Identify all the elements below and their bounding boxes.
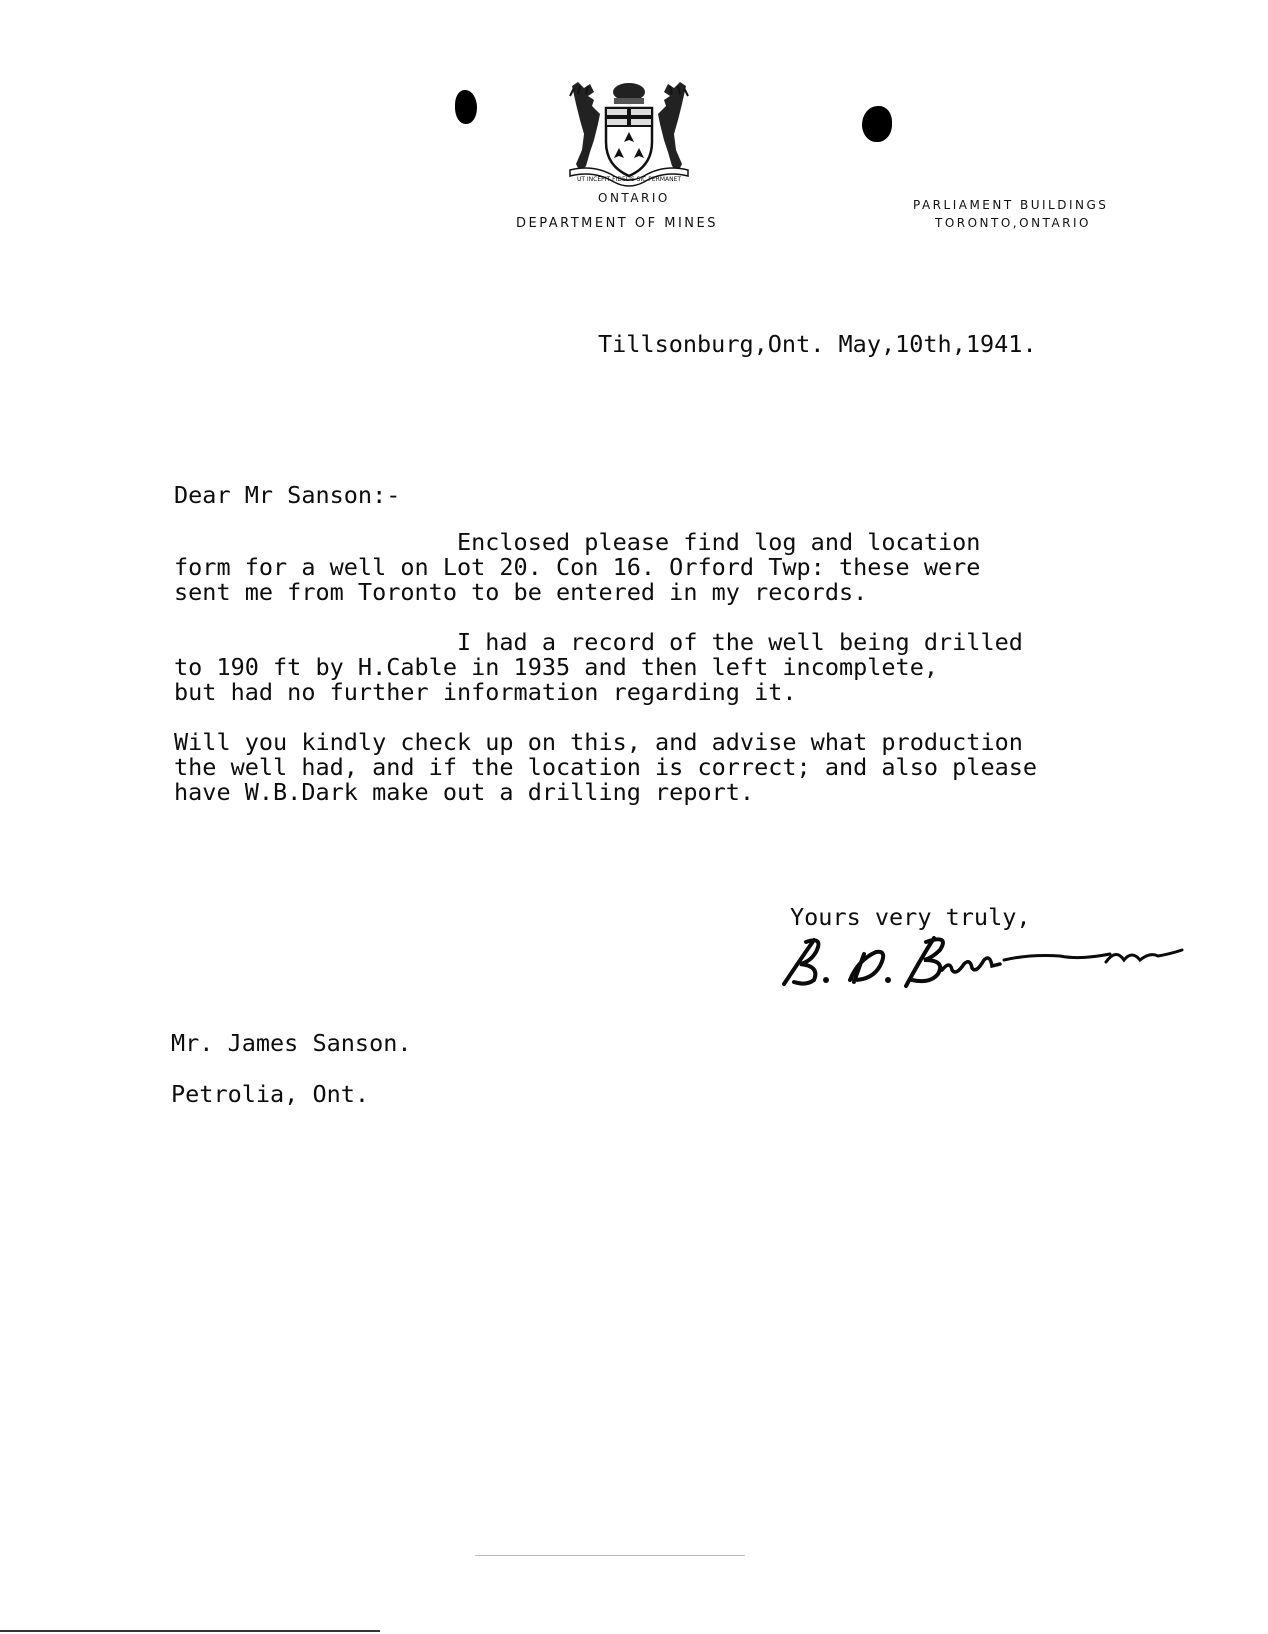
place-and-date: Tillsonburg,Ont. May,10th,1941. [598,330,1037,358]
punch-hole-left [455,90,477,124]
scan-artifact-bottom-faint [475,1555,745,1556]
letterhead-province: ONTARIO [598,191,670,205]
scan-artifact-bottom-edge [0,1630,380,1632]
paragraph-1: Enclosed please find log and location form for a well on Lot 20. Con 16. Orford Twp: these were sent me from Toronto to be entered in my records. [174,528,981,606]
salutation: Dear Mr Sanson:- [174,481,401,509]
letterhead-address-line2: TORONTO,ONTARIO [935,216,1091,230]
closing: Yours very truly, [790,903,1031,931]
recipient-name: Mr. James Sanson. [171,1029,412,1057]
handwritten-signature [780,930,1190,990]
paragraph-3: Will you kindly check up on this, and advise what production the well had, and if the location is correct; and also please have W.B.Dark make out a drilling report. [174,728,1038,806]
punch-hole-right [862,106,892,142]
letterhead-address-line1: PARLIAMENT BUILDINGS [913,198,1109,212]
crest-motto: UT INCEPIT FIDELIS SIC PERMANET [576,176,682,183]
paragraph-2: I had a record of the well being drilled to 190 ft by H.Cable in 1935 and then left incomplete, but had no further information regarding it. [174,628,1023,706]
recipient-place: Petrolia, Ont. [171,1080,370,1108]
ontario-coat-of-arms [564,80,694,190]
letterhead-department: DEPARTMENT OF MINES [516,216,718,231]
